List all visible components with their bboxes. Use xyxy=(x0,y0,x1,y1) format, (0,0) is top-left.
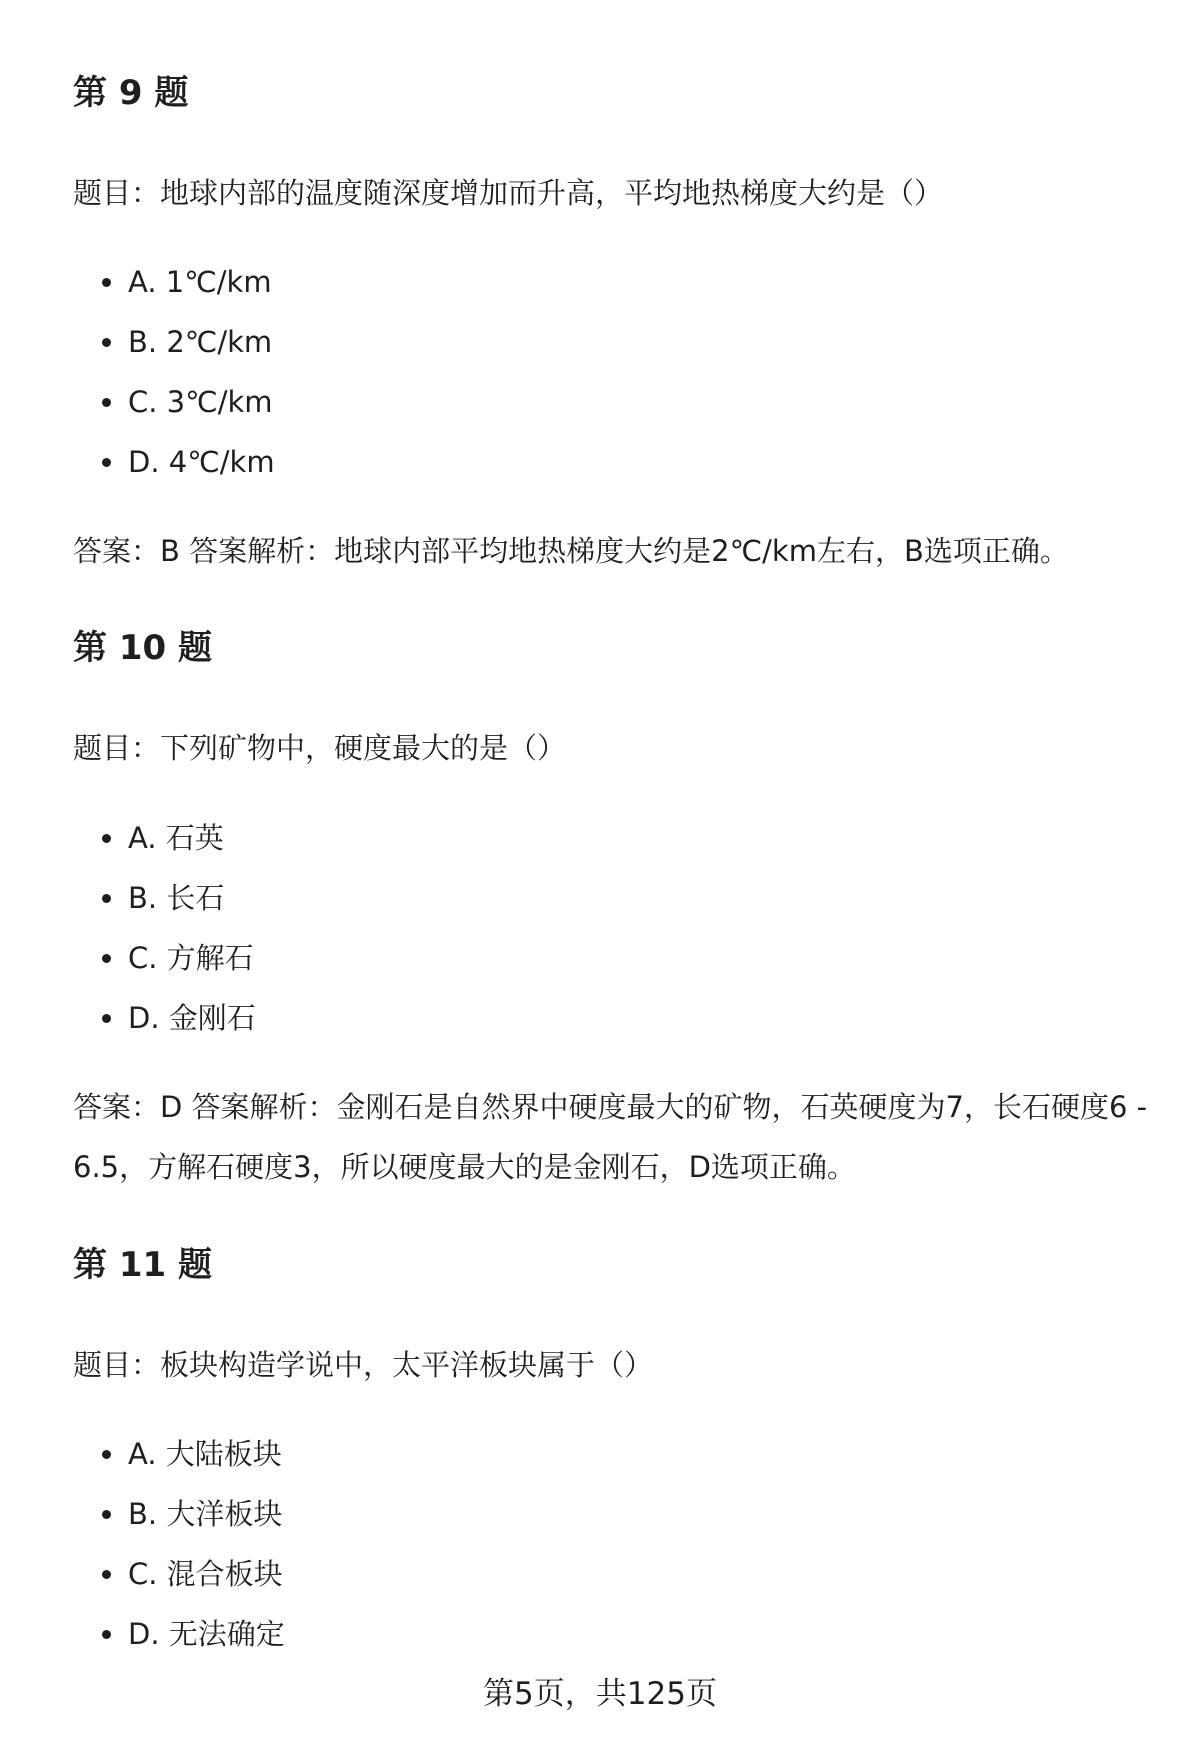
question-10-answer: 答案：D 答案解析：金刚石是自然界中硬度最大的矿物，石英硬度为7，长石硬度6 - 6.5，方解石硬度3，所以硬度最大的是金刚石，D选项正确。 xyxy=(73,1090,1148,1184)
option-label: D. 无法确定 xyxy=(128,1617,285,1651)
option-label: D. 4℃/km xyxy=(128,445,275,479)
question-10-heading: 第 10 题 xyxy=(73,628,212,668)
option-label: A. 大陆板块 xyxy=(128,1437,282,1471)
bullet-icon xyxy=(102,834,111,843)
option-item xyxy=(73,432,275,492)
bullet-icon xyxy=(102,954,111,963)
option-item xyxy=(73,312,275,372)
question-11-text: 题目：板块构造学说中，太平洋板块属于（） xyxy=(73,1348,654,1382)
bullet-icon xyxy=(102,398,111,407)
question-9-heading: 第 9 题 xyxy=(73,73,189,113)
question-10-text: 题目：下列矿物中，硬度最大的是（） xyxy=(73,731,567,765)
option-label: B. 2℃/km xyxy=(128,325,273,359)
bullet-icon xyxy=(102,338,111,347)
bullet-icon xyxy=(102,458,111,467)
option-label: A. 石英 xyxy=(128,821,224,855)
option-item xyxy=(73,868,256,928)
option-item xyxy=(73,1484,285,1544)
option-label: A. 1℃/km xyxy=(128,265,272,299)
option-item xyxy=(73,252,275,312)
option-label: D. 金刚石 xyxy=(128,1001,256,1035)
option-label: C. 混合板块 xyxy=(128,1557,283,1591)
option-item xyxy=(73,808,256,868)
bullet-icon xyxy=(102,1630,111,1639)
question-9-text: 题目：地球内部的温度随深度增加而升高，平均地热梯度大约是（） xyxy=(73,176,944,210)
bullet-icon xyxy=(102,1510,111,1519)
question-11-heading: 第 11 题 xyxy=(73,1245,212,1285)
option-label: C. 方解石 xyxy=(128,941,254,975)
question-9-answer: 答案：B 答案解析：地球内部平均地热梯度大约是2℃/km左右，B选项正确。 xyxy=(73,534,1069,568)
question-9-options xyxy=(73,252,275,492)
option-item xyxy=(73,1544,285,1604)
question-10-options xyxy=(73,808,256,1048)
option-label: C. 3℃/km xyxy=(128,385,273,419)
question-11-options xyxy=(73,1424,285,1664)
option-item xyxy=(73,928,256,988)
option-item xyxy=(73,1604,285,1664)
bullet-icon xyxy=(102,1570,111,1579)
option-label: B. 长石 xyxy=(128,881,225,915)
bullet-icon xyxy=(102,894,111,903)
bullet-icon xyxy=(102,1450,111,1459)
option-item xyxy=(73,988,256,1048)
bullet-icon xyxy=(102,278,111,287)
option-label: B. 大洋板块 xyxy=(128,1497,283,1531)
option-item xyxy=(73,1424,285,1484)
page-footer: 第5页，共125页 xyxy=(483,1676,717,1712)
bullet-icon xyxy=(102,1014,111,1023)
option-item xyxy=(73,372,275,432)
